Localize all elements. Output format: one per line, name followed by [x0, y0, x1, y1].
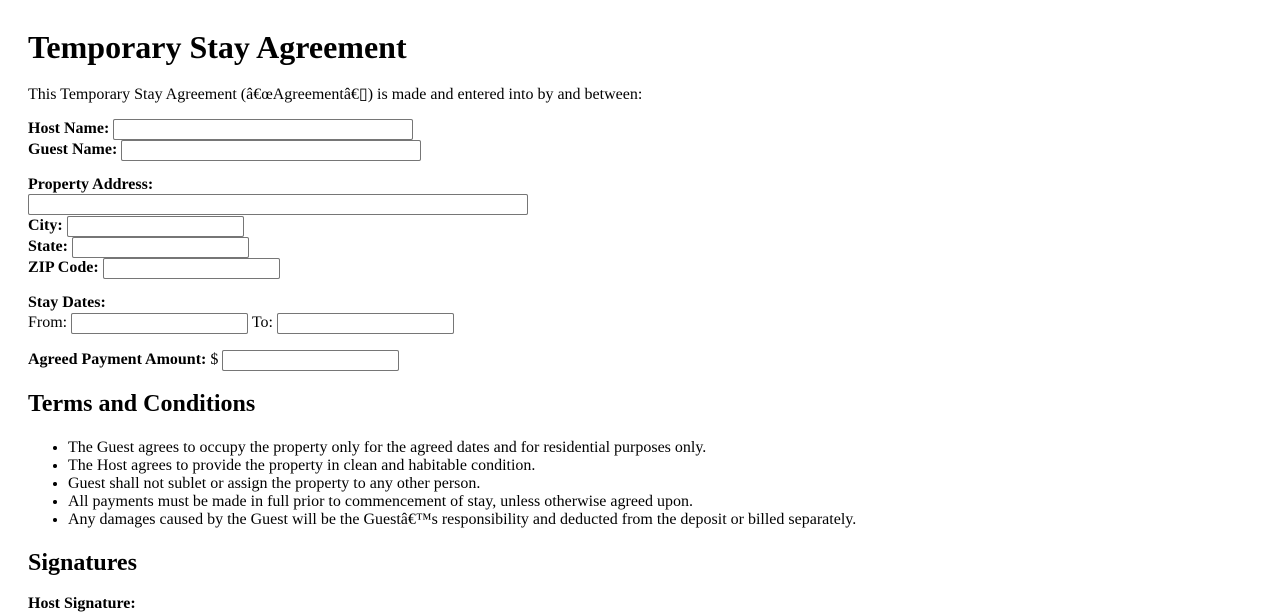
address-section [28, 176, 1278, 278]
stay-dates-row [28, 312, 1278, 333]
from-date-input[interactable] [71, 313, 248, 334]
parties-section [28, 118, 1278, 160]
stay-dates-section [28, 294, 1278, 333]
property-address-label: Property Address: [28, 176, 154, 193]
payment-amount-input[interactable] [222, 350, 399, 371]
list-item: • Any damages caused by the Guest will be the Guestâ€™s responsibility and deducted from the deposit or billed separately. [68, 511, 1278, 529]
list-item: • The Guest agrees to occupy the property only for the agreed dates and for residential purposes only. [68, 439, 1278, 457]
guest-name-label: Guest Name: [28, 141, 118, 158]
state-label: State: [28, 238, 68, 255]
city-label: City: [28, 217, 63, 234]
payment-section [28, 349, 1278, 370]
intro-paragraph: This Temporary Stay Agreement (â€œAgreementâ€▯) is made and entered into by and between: [28, 86, 643, 103]
zip-input[interactable] [103, 258, 280, 279]
terms-list [28, 439, 1278, 529]
host-name-label: Host Name: [28, 120, 110, 137]
list-item: • All payments must be made in full prior to commencement of stay, unless otherwise agreed upon. [68, 493, 1278, 511]
zip-label: ZIP Code: [28, 259, 99, 276]
currency-symbol: $ [210, 351, 219, 368]
city-input[interactable] [67, 216, 244, 237]
payment-row [28, 349, 1278, 370]
page-title: Temporary Stay Agreement [28, 29, 407, 65]
payment-label: Agreed Payment Amount: [28, 351, 207, 368]
state-input[interactable] [72, 237, 249, 258]
signatures-heading: Signatures [28, 550, 137, 576]
list-item: • Guest shall not sublet or assign the property to any other person. [68, 475, 1278, 493]
to-date-input[interactable] [277, 313, 454, 334]
terms-heading: Terms and Conditions [28, 391, 256, 417]
stay-dates-label: Stay Dates: [28, 294, 106, 311]
host-signature-label: Host Signature: [28, 595, 136, 612]
guest-name-row [28, 139, 1278, 160]
property-address-input[interactable] [28, 194, 528, 215]
list-item: • The Host agrees to provide the property in clean and habitable condition. [68, 457, 1278, 475]
from-label: From: [28, 314, 68, 331]
zip-row [28, 257, 1278, 278]
host-name-input[interactable] [113, 119, 413, 140]
state-row [28, 236, 1278, 257]
guest-name-input[interactable] [121, 140, 421, 161]
city-row [28, 215, 1278, 236]
to-label: To: [251, 314, 273, 331]
host-name-row [28, 118, 1278, 139]
